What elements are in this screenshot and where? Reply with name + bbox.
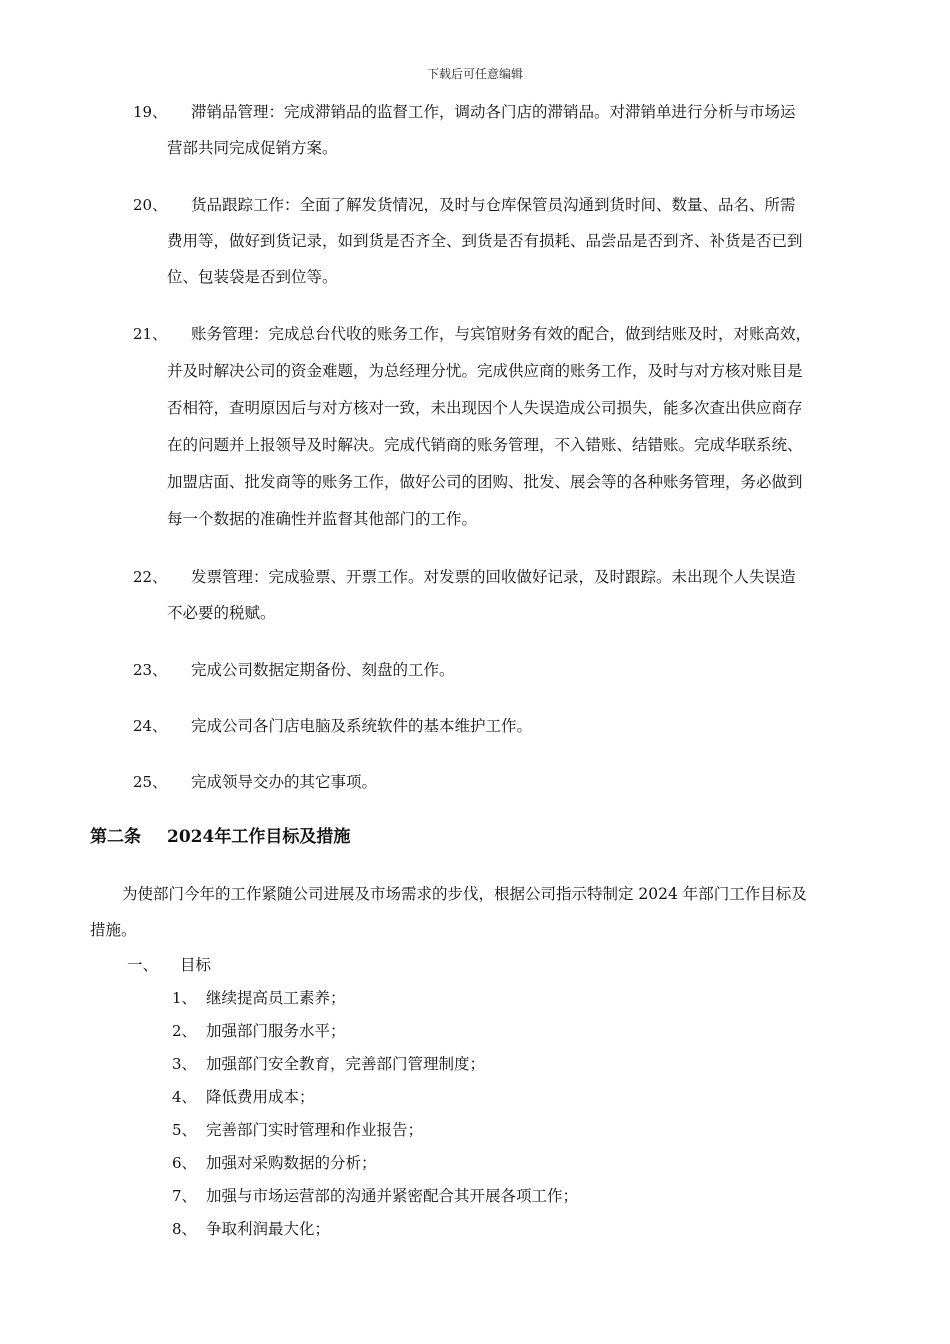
item-text-line: 账务管理：完成总台代收的账务工作，与宾馆财务有效的配合，做到结账及时，对账高效，	[191, 325, 812, 343]
item-number: 19、	[133, 103, 168, 121]
item-text-line: 发票管理：完成验票、开票工作。对发票的回收做好记录，及时跟踪。未出现个人失误造	[191, 568, 796, 586]
item-text-line: 费用等，做好到货记录，如到货是否齐全、到货是否有损耗、品尝品是否到齐、补货是否已到	[167, 232, 803, 250]
goal-item	[0, 1048, 950, 1081]
goal-text: 加强部门服务水平；	[206, 1022, 346, 1040]
intro-line: 为使部门今年的工作紧随公司进展及市场需求的步伐，根据公司指示特制定 2024 年部门工作目标及	[122, 885, 807, 903]
item-text-line: 营部共同完成促销方案。	[167, 139, 338, 157]
item-text-line: 不必要的税赋。	[167, 604, 276, 622]
goal-text: 加强对采购数据的分析；	[206, 1154, 377, 1172]
item-number: 25、	[133, 773, 168, 791]
item-text-line: 完成公司数据定期备份、刻盘的工作。	[191, 661, 455, 679]
item-text-line: 位、包装袋是否到位等。	[167, 268, 338, 286]
item-text-line: 完成领导交办的其它事项。	[191, 773, 378, 791]
header-note: 下载后可任意编辑	[426, 67, 523, 81]
item-text-line: 并及时解决公司的资金难题，为总经理分忧。完成供应商的账务工作，及时与对方核对账目是	[167, 362, 803, 380]
goals-heading-label: 目标	[180, 956, 212, 974]
item-text-line: 加盟店面、批发商等的账务工作，做好公司的团购、批发、展会等的各种账务管理，务必做到	[167, 473, 803, 491]
item-text-line: 货品跟踪工作：全面了解发货情况，及时与仓库保管员沟通到货时间、数量、品名、所需	[191, 196, 796, 214]
item-text-line: 完成公司各门店电脑及系统软件的基本维护工作。	[191, 717, 533, 735]
section-heading	[90, 822, 350, 852]
item-number: 21、	[133, 325, 168, 343]
goal-item	[0, 1147, 950, 1180]
goal-text: 加强与市场运营部的沟通并紧密配合其开展各项工作；	[206, 1187, 579, 1205]
goal-item	[0, 1180, 950, 1213]
goal-text: 争取利润最大化；	[206, 1220, 331, 1238]
goal-number: 5、	[172, 1121, 197, 1139]
goal-text: 完善部门实时管理和作业报告；	[206, 1121, 424, 1139]
intro-line: 措施。	[90, 921, 137, 939]
item-number: 24、	[133, 717, 168, 735]
goal-item	[0, 1015, 950, 1048]
goal-number: 1、	[172, 989, 197, 1007]
goal-number: 4、	[172, 1088, 197, 1106]
item-number: 22、	[133, 568, 168, 586]
goal-item	[0, 982, 950, 1015]
item-number: 23、	[133, 661, 168, 679]
goal-number: 3、	[172, 1055, 197, 1073]
goal-item	[0, 1213, 950, 1246]
item-text-line: 每一个数据的准确性并监督其他部门的工作。	[167, 510, 478, 528]
goals-heading-number: 一、	[127, 956, 159, 974]
item-text-line: 滞销品管理：完成滞销品的监督工作，调动各门店的滞销品。对滞销单进行分析与市场运	[191, 103, 796, 121]
section-label: 第二条	[90, 827, 141, 847]
goal-number: 2、	[172, 1022, 197, 1040]
item-text-line: 在的问题并上报领导及时解决。完成代销商的账务管理，不入错账、结错账。完成华联系统、	[167, 436, 803, 454]
item-number: 20、	[133, 196, 168, 214]
goal-number: 8、	[172, 1220, 197, 1238]
goal-item	[0, 1081, 950, 1114]
goal-text: 继续提高员工素养；	[206, 989, 346, 1007]
goal-item	[0, 1114, 950, 1147]
goal-text: 降低费用成本；	[206, 1088, 315, 1106]
goals-heading	[127, 950, 211, 980]
section-title: 2024年工作目标及措施	[167, 827, 351, 847]
goal-number: 7、	[172, 1187, 197, 1205]
item-text-line: 否相符，查明原因后与对方核对一致，未出现因个人失误造成公司损失，能多次查出供应商存	[167, 399, 803, 417]
goal-text: 加强部门安全教育，完善部门管理制度；	[206, 1055, 486, 1073]
goal-number: 6、	[172, 1154, 197, 1172]
